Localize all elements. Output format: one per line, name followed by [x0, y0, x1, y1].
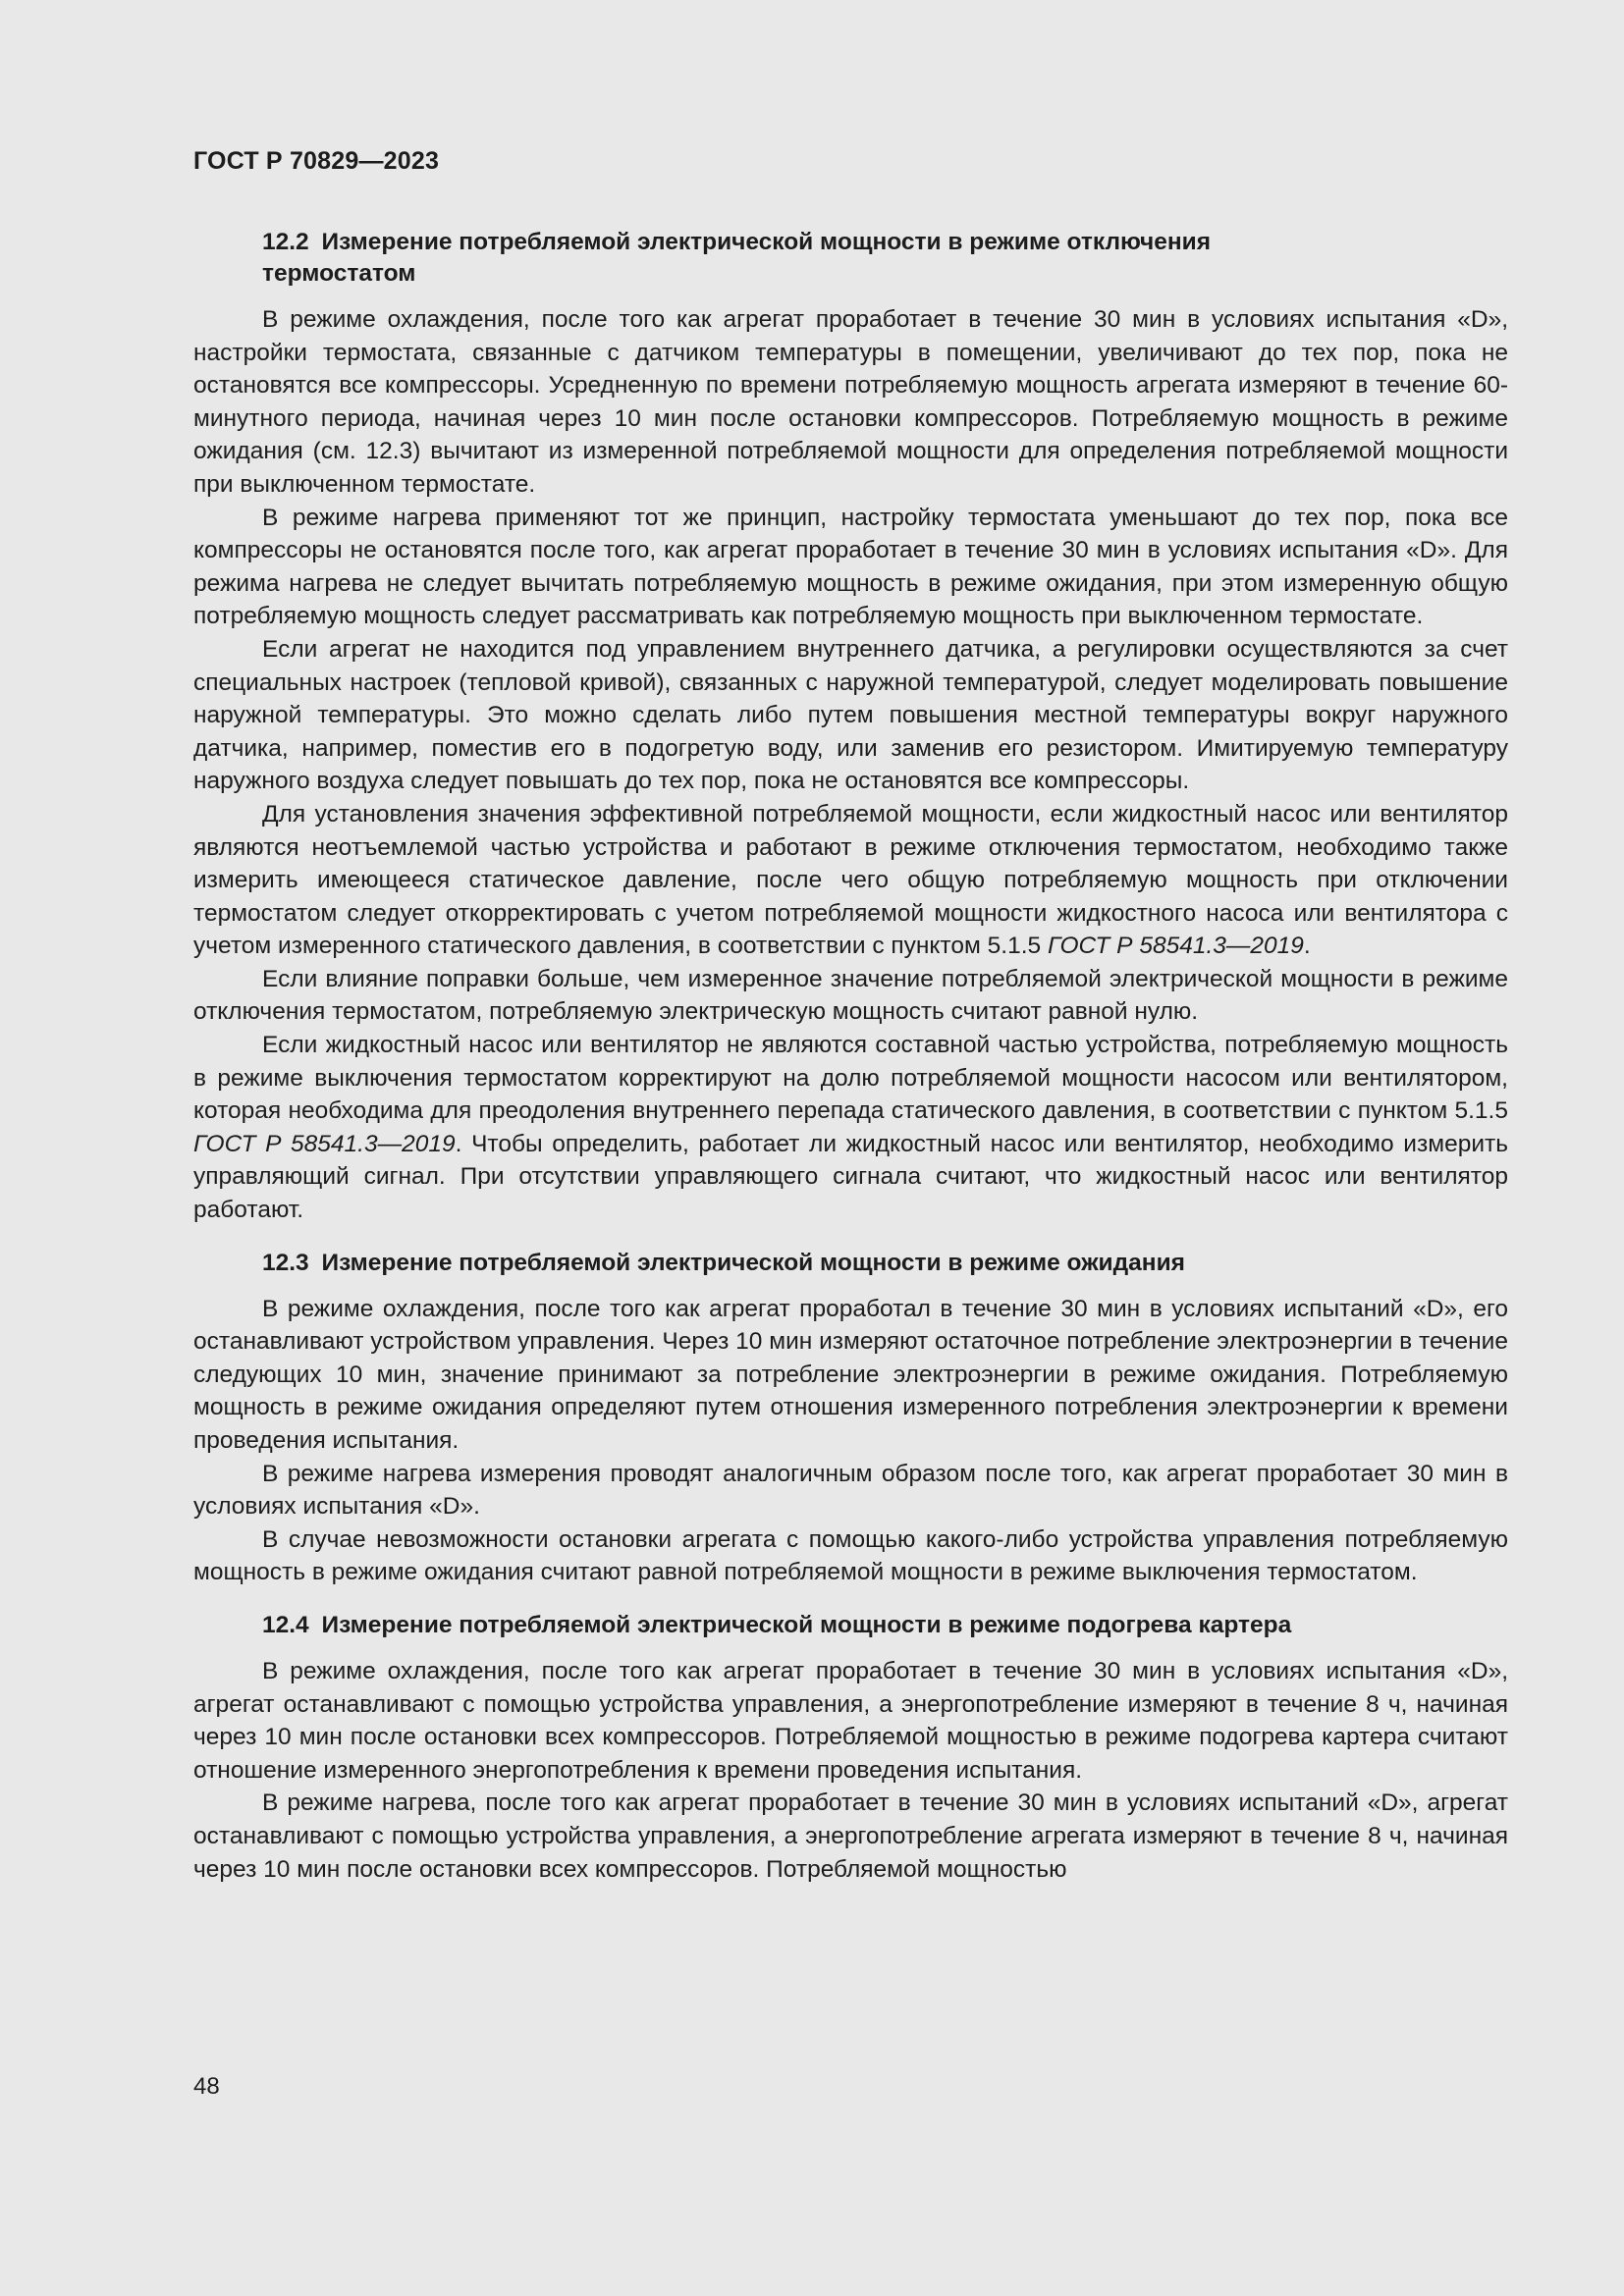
section-title-12-3: [193, 1248, 1508, 1279]
paragraph: Если влияние поправки больше, чем измеренное значение потребляемой электрической мощности в режиме отключения термостатом, потребляемую электрическую мощность считают равной нулю.: [193, 965, 1508, 1026]
section-title-12-2: [193, 227, 1508, 290]
section-title-text: Измерение потребляемой электрической мощности в режиме отключения: [321, 229, 1212, 255]
document-body: [193, 227, 1508, 1886]
paragraph: Если агрегат не находится под управлением внутреннего датчика, а регулировки осуществляются за счет специальных настроек (тепловой кривой), связанных с наружной температурой, следует моделировать повышение наружной температуры. Это можно сделать либо путем повышения местной температуры вокруг наружного датчика, например, поместив его в подогретую воду, или заменив его резистором. Имитируемую температуру наружного воздуха следует повышать до тех пор, пока не остановятся все компрессоры.: [193, 635, 1508, 795]
section-number: 12.4: [262, 1611, 309, 1638]
paragraph: [193, 798, 1508, 963]
paragraph: В режиме нагрева измерения проводят аналогичным образом после того, как агрегат проработает 30 мин в условиях испытания «D».: [193, 1460, 1508, 1521]
section-title-text-cont: термостатом: [262, 260, 416, 287]
paragraph-text: . Чтобы определить, работает ли жидкостный насос или вентилятор, необходимо измерить управляющий сигнал. При отсутствии управляющего сигнала считают, что жидкостный насос или вентилятор работают.: [193, 1130, 1508, 1224]
paragraph: В режиме охлаждения, после того как агрегат проработал в течение 30 мин в условиях испытаний «D», его останавливают устройством управления. Через 10 мин измеряют остаточное потребление электроэнергии в течение следующих 10 мин, значение принимают за потребление электроэнергии в режиме ожидания. Потребляемую мощность в режиме ожидания определяют путем отношения измеренного потребления электроэнергии к времени проведения испытания.: [193, 1295, 1508, 1454]
section-number: 12.2: [262, 229, 309, 255]
standard-reference: ГОСТ Р 58541.3—2019: [193, 1130, 456, 1157]
section-title-text: Измерение потребляемой электрической мощности в режиме подогрева картера: [321, 1611, 1292, 1638]
paragraph-text: Для установления значения эффективной потребляемой мощности, если жидкостный насос или вентилятор являются неотъемлемой частью устройства и работают в режиме отключения термостатом, необходимо также измерить имеющееся статическое давление, после чего общую потребляемую мощность при отключении термостатом следует откорректировать с учетом потребляемой мощности жидкостного насоса или вентилятора с учетом измеренного статического давления, в соответствии с пунктом 5.1.5: [193, 800, 1508, 960]
page-number: 48: [193, 2073, 220, 2100]
paragraph: В случае невозможности остановки агрегата с помощью какого-либо устройства управления потребляемую мощность в режиме ожидания считают равной потребляемой мощности в режиме выключения термостатом.: [193, 1525, 1508, 1586]
paragraph: В режиме нагрева применяют тот же принцип, настройку термостата уменьшают до тех пор, пока все компрессоры не остановятся после того, как агрегат проработает в течение 30 мин в условиях испытания «D». Для режима нагрева не следует вычитать потребляемую мощность в режиме ожидания, при этом измеренную общую потребляемую мощность следует рассматривать как потребляемую мощность при выключенном термостате.: [193, 504, 1508, 630]
document-header: ГОСТ Р 70829—2023: [193, 147, 440, 175]
paragraph: В режиме нагрева, после того как агрегат проработает в течение 30 мин в условиях испытаний «D», агрегат останавливают с помощью устройства управления, а энергопотребление агрегата измеряют в течение 8 ч, начиная через 10 мин после остановки всех компрессоров. Потребляемой мощностью: [193, 1789, 1508, 1883]
paragraph-text: Если жидкостный насос или вентилятор не являются составной частью устройства, потребляемую мощность в режиме выключения термостатом корректируют на долю потребляемой мощности насосом или вентилятором, которая необходима для преодоления внутреннего перепада статического давления, в соответствии с пунктом 5.1.5: [193, 1032, 1508, 1125]
section-title-text: Измерение потребляемой электрической мощности в режиме ожидания: [321, 1249, 1185, 1276]
section-title-12-4: [193, 1610, 1508, 1641]
section-number: 12.3: [262, 1249, 309, 1276]
paragraph-text: .: [1303, 933, 1311, 960]
paragraph: [193, 1029, 1508, 1227]
paragraph: В режиме охлаждения, после того как агрегат проработает в течение 30 мин в условиях испытания «D», агрегат останавливают с помощью устройства управления, а энергопотребление измеряют в течение 8 ч, начиная через 10 мин после остановки всех компрессоров. Потребляемой мощностью в режиме подогрева картера считают отношение измеренного энергопотребления к времени проведения испытания.: [193, 1657, 1508, 1784]
standard-reference: ГОСТ Р 58541.3—2019: [1047, 933, 1304, 960]
paragraph: В режиме охлаждения, после того как агрегат проработает в течение 30 мин в условиях испытания «D», настройки термостата, связанные с датчиком температуры в помещении, увеличивают до тех пор, пока не остановятся все компрессоры. Усредненную по времени потребляемую мощность агрегата измеряют в течение 60-минутного периода, начиная через 10 мин после остановки компрессоров. Потребляемую мощность в режиме ожидания (см. 12.3) вычитают из измеренной потребляемой мощности для определения потребляемой мощности при выключенном термостате.: [193, 306, 1508, 498]
